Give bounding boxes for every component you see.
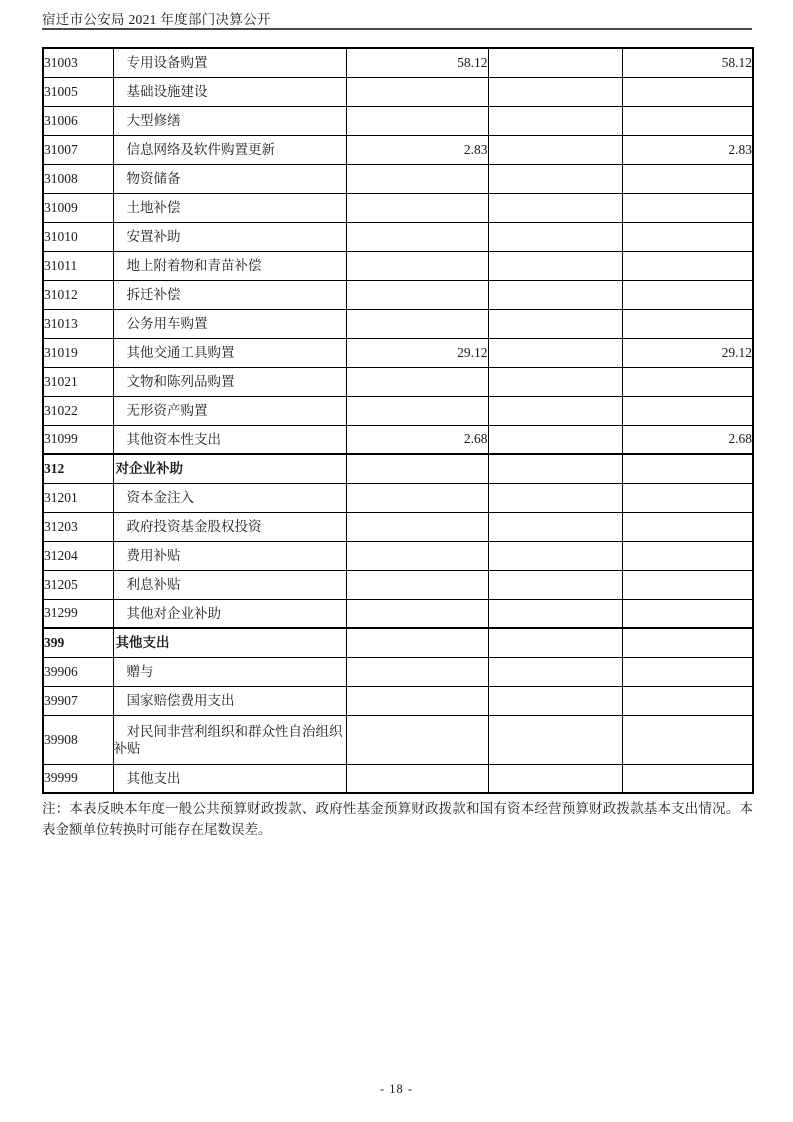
table-row [43,338,753,367]
label-cell: 利息补贴 [113,570,346,599]
table-row [43,628,753,657]
amount-cell-2 [488,396,622,425]
label-cell: 费用补贴 [113,541,346,570]
code-cell: 31008 [43,164,113,193]
amount-cell-2 [488,164,622,193]
amount-cell-2 [488,686,622,715]
amount-cell-3 [622,222,753,251]
label-cell: 公务用车购置 [113,309,346,338]
amount-cell-1 [346,193,488,222]
code-cell: 31299 [43,599,113,628]
table-row [43,657,753,686]
table-row [43,570,753,599]
amount-cell-3 [622,657,753,686]
amount-cell-1 [346,106,488,135]
table-row [43,106,753,135]
amount-cell-3: 58.12 [622,48,753,77]
amount-cell-2 [488,425,622,454]
table-row [43,396,753,425]
table-row [43,367,753,396]
label-cell: 赠与 [113,657,346,686]
label-cell: 专用设备购置 [113,48,346,77]
table-row [43,454,753,483]
amount-cell-3: 2.83 [622,135,753,164]
amount-cell-3 [622,309,753,338]
code-cell: 31204 [43,541,113,570]
amount-cell-2 [488,338,622,367]
amount-cell-2 [488,715,622,764]
label-cell: 无形资产购置 [113,396,346,425]
amount-cell-2 [488,657,622,686]
amount-cell-2 [488,541,622,570]
code-cell: 31022 [43,396,113,425]
code-cell: 31019 [43,338,113,367]
label-cell: 其他对企业补助 [113,599,346,628]
amount-cell-2 [488,48,622,77]
amount-cell-1 [346,628,488,657]
table-body [43,48,753,793]
amount-cell-3 [622,280,753,309]
table-row [43,764,753,793]
amount-cell-1 [346,764,488,793]
table-row [43,164,753,193]
label-cell: 资本金注入 [113,483,346,512]
label-cell: 对企业补助 [113,454,346,483]
label-cell: 地上附着物和青苗补偿 [113,251,346,280]
label-cell: 物资储备 [113,164,346,193]
table-footnote: 注：本表反映本年度一般公共预算财政拨款、政府性基金预算财政拨款和国有资本经营预算财政拨款基本支出情况。本表金额单位转换时可能存在尾数误差。 [42,801,753,837]
table-row [43,483,753,512]
label-cell: 信息网络及软件购置更新 [113,135,346,164]
amount-cell-3 [622,251,753,280]
amount-cell-1 [346,222,488,251]
amount-cell-3 [622,367,753,396]
amount-cell-3 [622,164,753,193]
table-row [43,135,753,164]
code-cell: 31011 [43,251,113,280]
label-cell: 拆迁补偿 [113,280,346,309]
table-row [43,599,753,628]
amount-cell-3 [622,686,753,715]
amount-cell-3 [622,77,753,106]
label-cell: 政府投资基金股权投资 [113,512,346,541]
table-row [43,715,753,764]
code-cell: 31201 [43,483,113,512]
amount-cell-2 [488,512,622,541]
amount-cell-3: 29.12 [622,338,753,367]
table-row [43,425,753,454]
amount-cell-2 [488,222,622,251]
amount-cell-2 [488,628,622,657]
amount-cell-1 [346,657,488,686]
amount-cell-1: 29.12 [346,338,488,367]
amount-cell-1 [346,541,488,570]
code-cell: 31006 [43,106,113,135]
amount-cell-1 [346,483,488,512]
amount-cell-3 [622,396,753,425]
amount-cell-3: 2.68 [622,425,753,454]
amount-cell-1 [346,454,488,483]
amount-cell-2 [488,280,622,309]
code-cell: 31021 [43,367,113,396]
label-cell: 其他交通工具购置 [113,338,346,367]
amount-cell-2 [488,483,622,512]
label-cell: 文物和陈列品购置 [113,367,346,396]
code-cell: 399 [43,628,113,657]
code-cell: 39999 [43,764,113,793]
amount-cell-1: 2.68 [346,425,488,454]
table-row [43,77,753,106]
label-cell: 基础设施建设 [113,77,346,106]
code-cell: 31205 [43,570,113,599]
table-row [43,251,753,280]
table-row [43,309,753,338]
code-cell: 312 [43,454,113,483]
amount-cell-2 [488,570,622,599]
amount-cell-1 [346,396,488,425]
amount-cell-2 [488,454,622,483]
amount-cell-2 [488,599,622,628]
code-cell: 31012 [43,280,113,309]
table-row [43,48,753,77]
amount-cell-1 [346,570,488,599]
code-cell: 31013 [43,309,113,338]
code-cell: 31003 [43,48,113,77]
page-number: - 18 - [379,1082,414,1096]
amount-cell-1 [346,367,488,396]
label-cell: 国家赔偿费用支出 [113,686,346,715]
amount-cell-3 [622,106,753,135]
label-cell: 大型修缮 [113,106,346,135]
table-row [43,686,753,715]
amount-cell-1 [346,280,488,309]
amount-cell-1 [346,686,488,715]
amount-cell-2 [488,106,622,135]
code-cell: 39906 [43,657,113,686]
amount-cell-3 [622,193,753,222]
table-row [43,193,753,222]
amount-cell-2 [488,193,622,222]
amount-cell-1: 2.83 [346,135,488,164]
table-row [43,512,753,541]
label-cell: 对民间非营利组织和群众性自治组织补贴 [113,715,346,764]
amount-cell-1 [346,251,488,280]
code-cell: 39908 [43,715,113,764]
amount-cell-2 [488,251,622,280]
label-cell: 其他资本性支出 [113,425,346,454]
amount-cell-1 [346,599,488,628]
amount-cell-3 [622,570,753,599]
code-cell: 39907 [43,686,113,715]
amount-cell-2 [488,309,622,338]
amount-cell-3 [622,764,753,793]
label-cell: 其他支出 [113,628,346,657]
table-row [43,280,753,309]
amount-cell-2 [488,764,622,793]
table-row [43,222,753,251]
label-cell: 土地补偿 [113,193,346,222]
amount-cell-3 [622,599,753,628]
amount-cell-2 [488,367,622,396]
code-cell: 31203 [43,512,113,541]
amount-cell-1 [346,512,488,541]
code-cell: 31099 [43,425,113,454]
amount-cell-1 [346,77,488,106]
amount-cell-1 [346,715,488,764]
code-cell: 31007 [43,135,113,164]
amount-cell-2 [488,135,622,164]
amount-cell-3 [622,454,753,483]
header-divider [42,28,752,30]
amount-cell-3 [622,512,753,541]
amount-cell-2 [488,77,622,106]
label-cell: 安置补助 [113,222,346,251]
amount-cell-3 [622,628,753,657]
budget-table [42,47,754,794]
table-row [43,541,753,570]
code-cell: 31010 [43,222,113,251]
label-cell: 其他支出 [113,764,346,793]
code-cell: 31009 [43,193,113,222]
amount-cell-1 [346,309,488,338]
amount-cell-1: 58.12 [346,48,488,77]
amount-cell-3 [622,541,753,570]
code-cell: 31005 [43,77,113,106]
amount-cell-3 [622,483,753,512]
amount-cell-1 [346,164,488,193]
amount-cell-3 [622,715,753,764]
page-title: 宿迁市公安局 2021 年度部门决算公开 [42,12,271,27]
